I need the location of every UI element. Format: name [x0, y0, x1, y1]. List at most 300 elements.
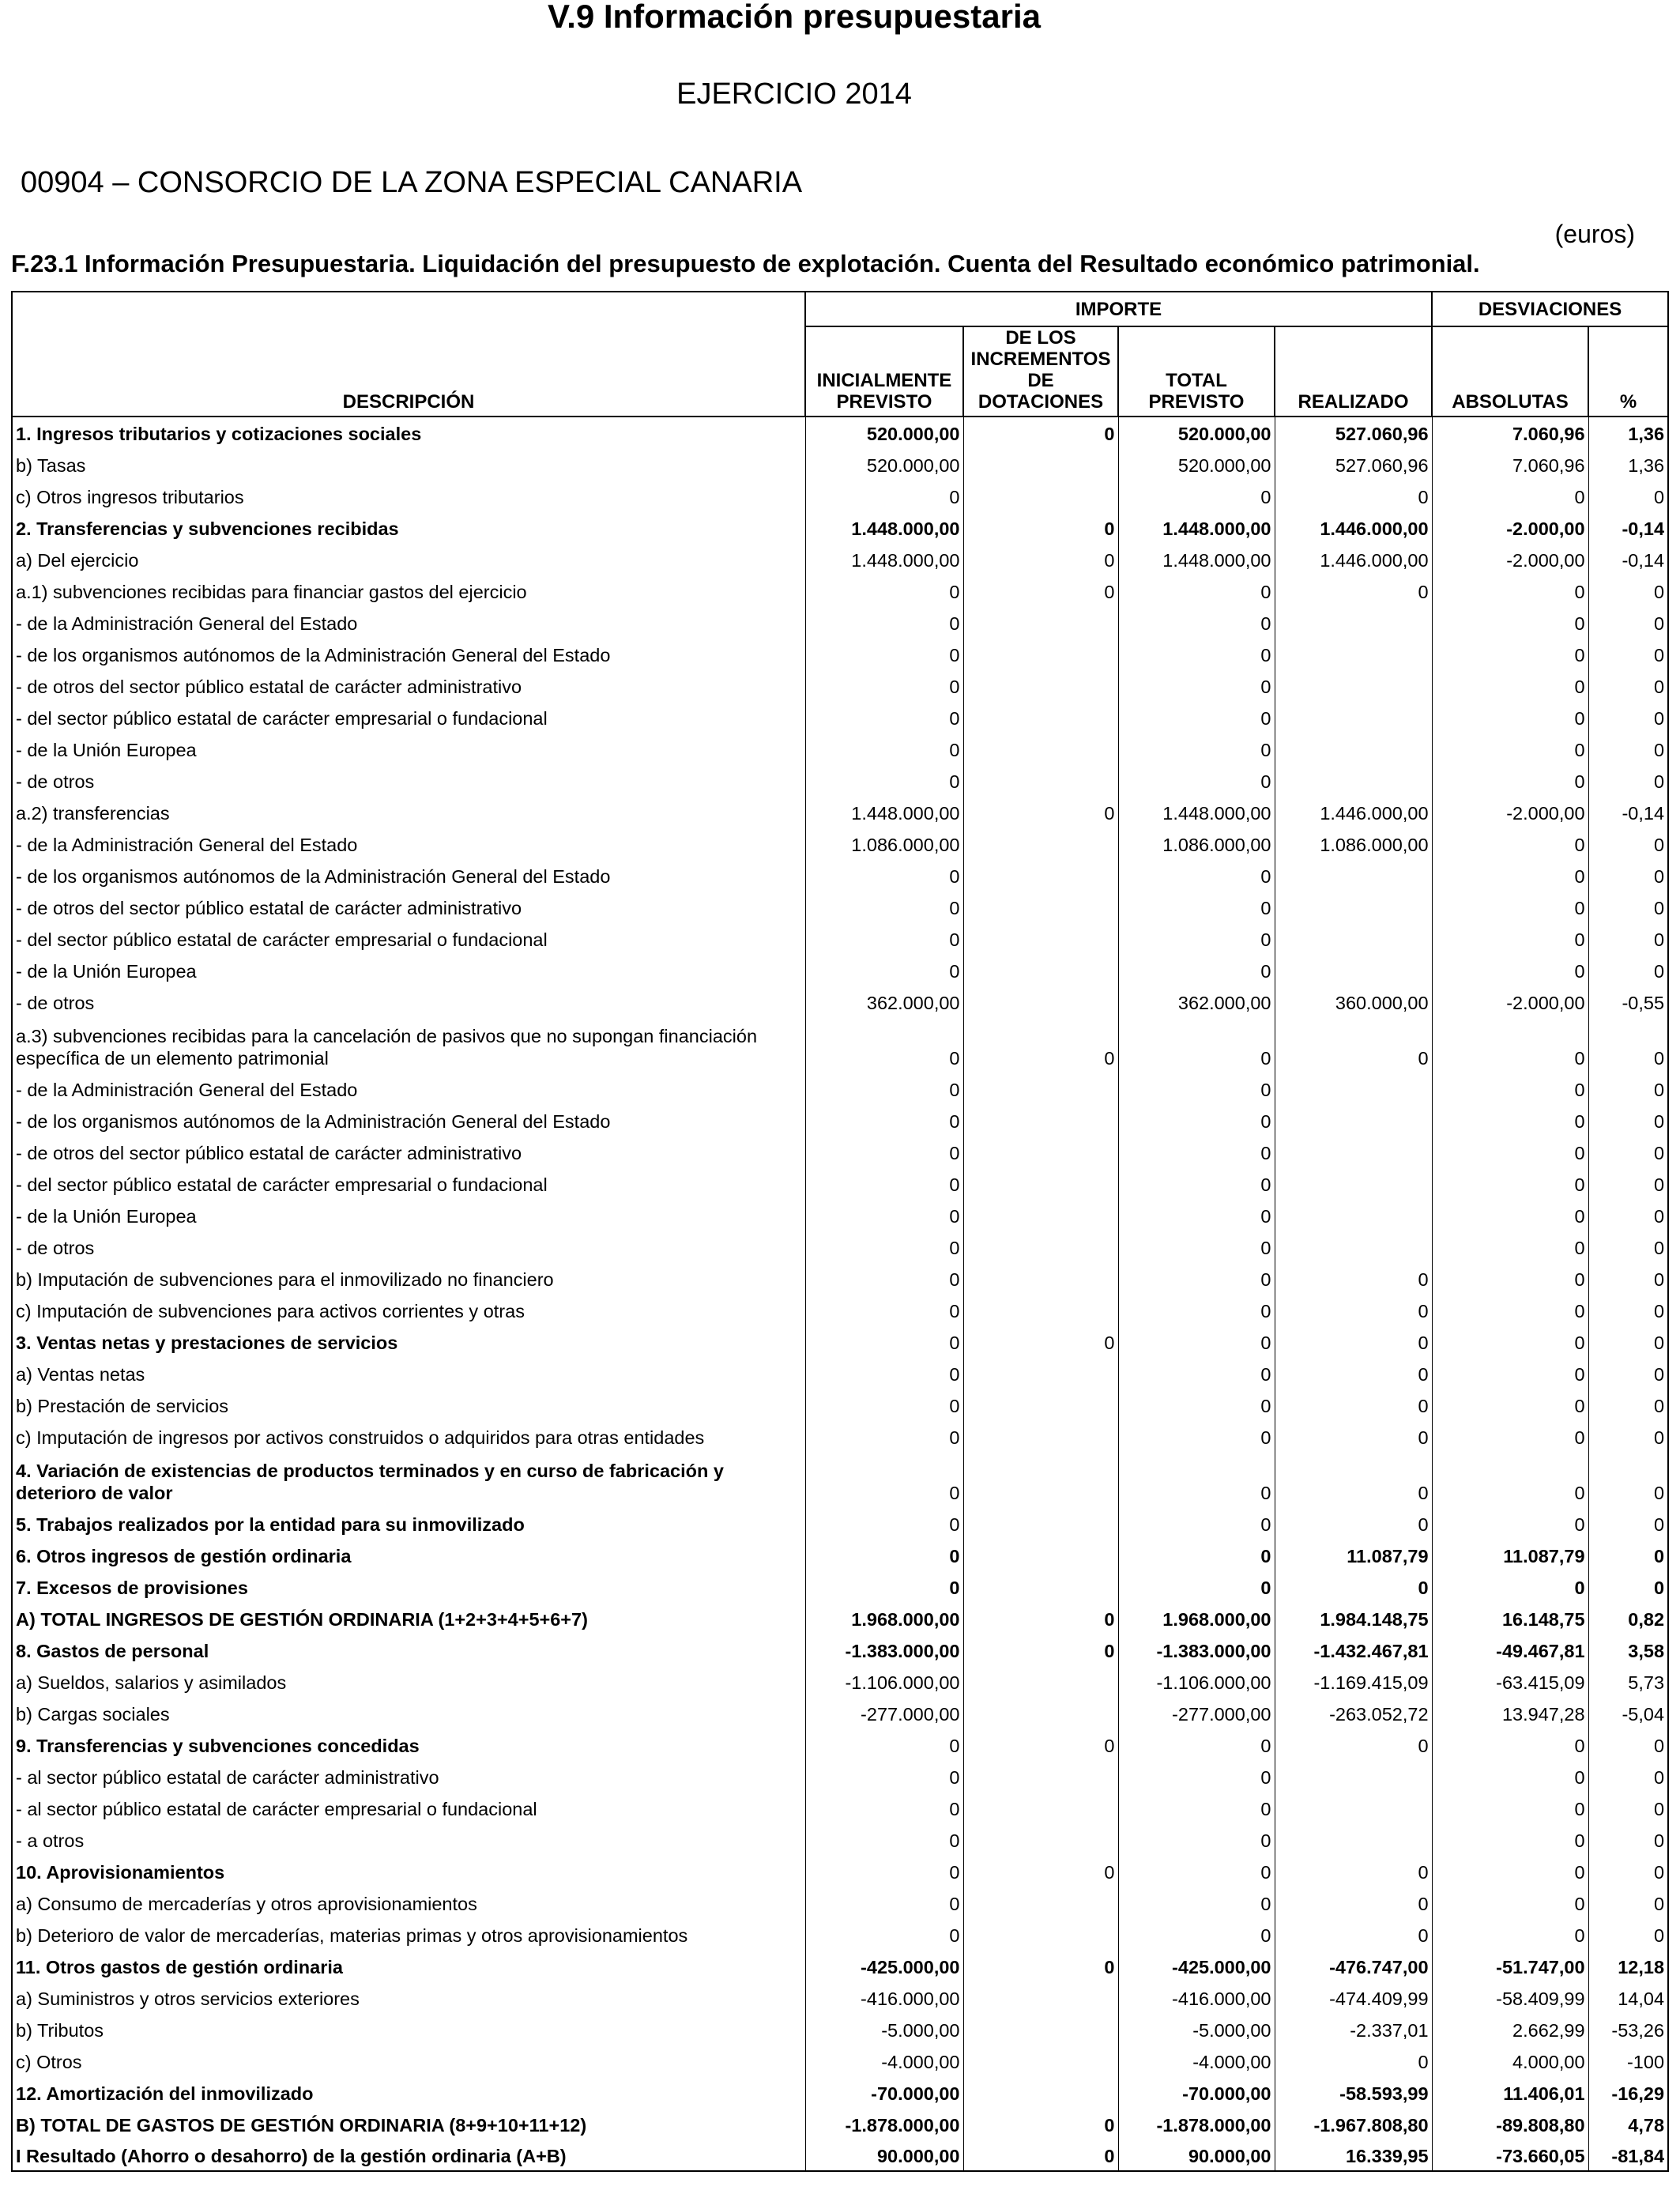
cell-absolutas: 0 [1432, 480, 1588, 511]
cell-realizado [1275, 859, 1432, 891]
cell-realizado [1275, 1792, 1432, 1823]
cell-incrementos [963, 1231, 1118, 1262]
cell-realizado [1275, 638, 1432, 669]
cell-incrementos [963, 2045, 1118, 2076]
col-porcentaje: % [1588, 326, 1668, 417]
row-description: - de la Unión Europea [12, 1199, 805, 1231]
cell-total-previsto: 520.000,00 [1118, 448, 1275, 480]
cell-realizado: 0 [1275, 480, 1432, 511]
row-description: a) Consumo de mercaderías y otros aprovisionamientos [12, 1887, 805, 1918]
row-description: c) Otros [12, 2045, 805, 2076]
table-row [12, 1231, 1668, 1262]
cell-realizado [1275, 701, 1432, 733]
cell-incrementos [963, 827, 1118, 859]
cell-porcentaje: 0 [1588, 1855, 1668, 1887]
cell-inicialmente-previsto: 0 [805, 1918, 963, 1950]
cell-realizado [1275, 1760, 1432, 1792]
cell-porcentaje: 0 [1588, 827, 1668, 859]
cell-inicialmente-previsto: 0 [805, 480, 963, 511]
cell-porcentaje: -0,14 [1588, 511, 1668, 543]
table-row [12, 1167, 1668, 1199]
cell-porcentaje: -0,14 [1588, 796, 1668, 827]
cell-realizado: -1.432.467,81 [1275, 1634, 1432, 1665]
cell-realizado [1275, 1072, 1432, 1104]
cell-inicialmente-previsto: 0 [805, 1072, 963, 1104]
row-description: b) Deterioro de valor de mercaderías, materias primas y otros aprovisionamientos [12, 1918, 805, 1950]
cell-inicialmente-previsto: -1.878.000,00 [805, 2108, 963, 2139]
table-row [12, 638, 1668, 669]
cell-total-previsto: 0 [1118, 1887, 1275, 1918]
cell-inicialmente-previsto: 0 [805, 1452, 963, 1507]
cell-inicialmente-previsto: 1.448.000,00 [805, 511, 963, 543]
cell-inicialmente-previsto: -4.000,00 [805, 2045, 963, 2076]
row-description: 5. Trabajos realizados por la entidad para su inmovilizado [12, 1507, 805, 1539]
table-row [12, 1760, 1668, 1792]
cell-incrementos [963, 1981, 1118, 2013]
cell-inicialmente-previsto: 0 [805, 1294, 963, 1325]
cell-realizado [1275, 954, 1432, 986]
cell-incrementos [963, 1199, 1118, 1231]
cell-absolutas: 0 [1432, 827, 1588, 859]
cell-total-previsto: 0 [1118, 1262, 1275, 1294]
cell-realizado: -1.967.808,80 [1275, 2108, 1432, 2139]
cell-realizado: 1.446.000,00 [1275, 796, 1432, 827]
cell-realizado: 11.087,79 [1275, 1539, 1432, 1570]
cell-absolutas: 0 [1432, 764, 1588, 796]
table-row [12, 543, 1668, 575]
cell-realizado: 0 [1275, 1325, 1432, 1357]
row-description: 8. Gastos de personal [12, 1634, 805, 1665]
cell-total-previsto: 0 [1118, 922, 1275, 954]
row-description: a) Del ejercicio [12, 543, 805, 575]
cell-inicialmente-previsto: -70.000,00 [805, 2076, 963, 2108]
table-row [12, 1918, 1668, 1950]
cell-absolutas: -49.467,81 [1432, 1634, 1588, 1665]
cell-porcentaje: 0 [1588, 606, 1668, 638]
cell-realizado [1275, 1104, 1432, 1136]
cell-absolutas: 0 [1432, 701, 1588, 733]
cell-total-previsto: -1.878.000,00 [1118, 2108, 1275, 2139]
cell-realizado [1275, 669, 1432, 701]
row-description: 4. Variación de existencias de productos terminados y en curso de fabricación y deterioro de valor [12, 1452, 805, 1507]
header-blank [12, 292, 805, 326]
cell-total-previsto: 1.448.000,00 [1118, 511, 1275, 543]
cell-inicialmente-previsto: 0 [805, 1760, 963, 1792]
cell-inicialmente-previsto: -1.106.000,00 [805, 1665, 963, 1697]
cell-absolutas: 0 [1432, 859, 1588, 891]
cell-inicialmente-previsto: -1.383.000,00 [805, 1634, 963, 1665]
cell-absolutas: 0 [1432, 1294, 1588, 1325]
row-description: 6. Otros ingresos de gestión ordinaria [12, 1539, 805, 1570]
cell-total-previsto: 0 [1118, 1507, 1275, 1539]
cell-incrementos [963, 986, 1118, 1017]
cell-realizado [1275, 764, 1432, 796]
cell-realizado [1275, 1167, 1432, 1199]
cell-total-previsto: 0 [1118, 1452, 1275, 1507]
cell-incrementos [963, 1294, 1118, 1325]
cell-incrementos [963, 1823, 1118, 1855]
cell-realizado [1275, 1823, 1432, 1855]
cell-absolutas: 0 [1432, 1792, 1588, 1823]
cell-incrementos [963, 448, 1118, 480]
cell-absolutas: 7.060,96 [1432, 448, 1588, 480]
table-row [12, 2108, 1668, 2139]
table-row [12, 1981, 1668, 2013]
cell-inicialmente-previsto: 0 [805, 1887, 963, 1918]
cell-incrementos [963, 1539, 1118, 1570]
cell-absolutas: 0 [1432, 1017, 1588, 1072]
cell-inicialmente-previsto: 520.000,00 [805, 417, 963, 448]
cell-incrementos: 0 [963, 1950, 1118, 1981]
report-subtitle: F.23.1 Información Presupuestaria. Liquidación del presupuesto de explotación. Cuenta del Resultado económico patrimonial. [11, 250, 1480, 277]
cell-total-previsto: 0 [1118, 1325, 1275, 1357]
cell-porcentaje: -0,55 [1588, 986, 1668, 1017]
cell-inicialmente-previsto: 0 [805, 1262, 963, 1294]
cell-incrementos: 0 [963, 2139, 1118, 2171]
cell-total-previsto: 0 [1118, 1728, 1275, 1760]
col-incr-line1: DE LOS [1005, 327, 1076, 349]
cell-incrementos: 0 [963, 1017, 1118, 1072]
cell-incrementos: 0 [963, 1728, 1118, 1760]
table-row [12, 575, 1668, 606]
table-row [12, 1199, 1668, 1231]
table-row [12, 1950, 1668, 1981]
cell-incrementos: 0 [963, 511, 1118, 543]
cell-absolutas: 16.148,75 [1432, 1602, 1588, 1634]
cell-absolutas: 0 [1432, 1823, 1588, 1855]
cell-total-previsto: 0 [1118, 1104, 1275, 1136]
cell-realizado: 0 [1275, 1918, 1432, 1950]
cell-absolutas: -58.409,99 [1432, 1981, 1588, 2013]
row-description: b) Prestación de servicios [12, 1389, 805, 1420]
col-descripcion: DESCRIPCIÓN [12, 326, 805, 417]
cell-incrementos [963, 638, 1118, 669]
cell-realizado [1275, 1231, 1432, 1262]
cell-total-previsto: 0 [1118, 1539, 1275, 1570]
page-title: V.9 Información presupuestaria [548, 0, 1041, 35]
cell-incrementos [963, 606, 1118, 638]
cell-realizado: 0 [1275, 1887, 1432, 1918]
cell-total-previsto: 0 [1118, 1167, 1275, 1199]
col-inicial-line1: INICIALMENTE [816, 370, 952, 391]
table-row [12, 1072, 1668, 1104]
cell-total-previsto: 0 [1118, 764, 1275, 796]
cell-realizado: 0 [1275, 1728, 1432, 1760]
row-description: c) Imputación de subvenciones para activos corrientes y otras [12, 1294, 805, 1325]
cell-porcentaje: 0 [1588, 1072, 1668, 1104]
table-row [12, 417, 1668, 448]
cell-absolutas: 0 [1432, 1325, 1588, 1357]
table-row [12, 1823, 1668, 1855]
cell-realizado [1275, 891, 1432, 922]
cell-total-previsto: 0 [1118, 1294, 1275, 1325]
table-row [12, 1887, 1668, 1918]
cell-realizado: -474.409,99 [1275, 1981, 1432, 2013]
cell-porcentaje: -81,84 [1588, 2139, 1668, 2171]
row-description: a) Ventas netas [12, 1357, 805, 1389]
cell-inicialmente-previsto: 0 [805, 922, 963, 954]
cell-absolutas: 0 [1432, 733, 1588, 764]
cell-porcentaje: 0 [1588, 1452, 1668, 1507]
cell-inicialmente-previsto: 0 [805, 1357, 963, 1389]
cell-porcentaje: 0 [1588, 1294, 1668, 1325]
cell-porcentaje: 0 [1588, 922, 1668, 954]
cell-absolutas: -73.660,05 [1432, 2139, 1588, 2171]
cell-porcentaje: 0 [1588, 669, 1668, 701]
cell-inicialmente-previsto: 0 [805, 1136, 963, 1167]
table-row [12, 701, 1668, 733]
cell-realizado: 0 [1275, 1262, 1432, 1294]
cell-incrementos [963, 1072, 1118, 1104]
cell-total-previsto: -277.000,00 [1118, 1697, 1275, 1728]
group-importe: IMPORTE [805, 292, 1432, 326]
cell-absolutas: 0 [1432, 1918, 1588, 1950]
cell-incrementos [963, 1918, 1118, 1950]
cell-inicialmente-previsto: 0 [805, 733, 963, 764]
cell-total-previsto: 1.448.000,00 [1118, 796, 1275, 827]
cell-absolutas: 0 [1432, 1357, 1588, 1389]
table-row [12, 922, 1668, 954]
cell-total-previsto: 0 [1118, 954, 1275, 986]
cell-absolutas: -51.747,00 [1432, 1950, 1588, 1981]
cell-porcentaje: 0 [1588, 1728, 1668, 1760]
row-description: - de los organismos autónomos de la Administración General del Estado [12, 638, 805, 669]
cell-realizado: -476.747,00 [1275, 1950, 1432, 1981]
table-row [12, 859, 1668, 891]
cell-porcentaje: 0 [1588, 1420, 1668, 1452]
cell-incrementos [963, 922, 1118, 954]
entity-name: 00904 – CONSORCIO DE LA ZONA ESPECIAL CANARIA [21, 166, 803, 199]
cell-inicialmente-previsto: -277.000,00 [805, 1697, 963, 1728]
cell-porcentaje: 0 [1588, 1199, 1668, 1231]
row-description: 12. Amortización del inmovilizado [12, 2076, 805, 2108]
table-row [12, 2139, 1668, 2171]
cell-realizado [1275, 1199, 1432, 1231]
cell-realizado: 0 [1275, 1570, 1432, 1602]
cell-realizado: 0 [1275, 2045, 1432, 2076]
cell-total-previsto: -1.383.000,00 [1118, 1634, 1275, 1665]
cell-porcentaje: 0 [1588, 764, 1668, 796]
cell-total-previsto: 520.000,00 [1118, 417, 1275, 448]
row-description: - a otros [12, 1823, 805, 1855]
cell-absolutas: 0 [1432, 1855, 1588, 1887]
row-description: - de otros del sector público estatal de carácter administrativo [12, 891, 805, 922]
table-row [12, 1539, 1668, 1570]
cell-porcentaje: 0 [1588, 480, 1668, 511]
table-row [12, 1697, 1668, 1728]
cell-total-previsto: 0 [1118, 669, 1275, 701]
cell-incrementos [963, 1104, 1118, 1136]
cell-inicialmente-previsto: 0 [805, 1199, 963, 1231]
cell-porcentaje: -53,26 [1588, 2013, 1668, 2045]
row-description: - de otros del sector público estatal de carácter administrativo [12, 669, 805, 701]
cell-absolutas: 13.947,28 [1432, 1697, 1588, 1728]
cell-total-previsto: -5.000,00 [1118, 2013, 1275, 2045]
table-row [12, 1570, 1668, 1602]
cell-porcentaje: 0 [1588, 1389, 1668, 1420]
cell-inicialmente-previsto: 1.968.000,00 [805, 1602, 963, 1634]
row-description: - de los organismos autónomos de la Administración General del Estado [12, 859, 805, 891]
table-row [12, 891, 1668, 922]
cell-absolutas: 0 [1432, 1452, 1588, 1507]
cell-realizado: 1.446.000,00 [1275, 543, 1432, 575]
cell-incrementos: 0 [963, 575, 1118, 606]
cell-incrementos [963, 1136, 1118, 1167]
table-row [12, 1136, 1668, 1167]
table-row [12, 1452, 1668, 1507]
cell-realizado: 360.000,00 [1275, 986, 1432, 1017]
cell-absolutas: 0 [1432, 1167, 1588, 1199]
table-row [12, 606, 1668, 638]
table-row [12, 448, 1668, 480]
cell-total-previsto: -425.000,00 [1118, 1950, 1275, 1981]
cell-inicialmente-previsto: -416.000,00 [805, 1981, 963, 2013]
cell-inicialmente-previsto: 0 [805, 1855, 963, 1887]
cell-absolutas: 0 [1432, 922, 1588, 954]
cell-inicialmente-previsto: -5.000,00 [805, 2013, 963, 2045]
cell-incrementos: 0 [963, 1634, 1118, 1665]
table-row [12, 1017, 1668, 1072]
cell-porcentaje: 0 [1588, 1887, 1668, 1918]
cell-inicialmente-previsto: 1.086.000,00 [805, 827, 963, 859]
cell-total-previsto: 1.448.000,00 [1118, 543, 1275, 575]
cell-realizado: 16.339,95 [1275, 2139, 1432, 2171]
cell-inicialmente-previsto: 0 [805, 1325, 963, 1357]
cell-realizado: -58.593,99 [1275, 2076, 1432, 2108]
cell-absolutas: -2.000,00 [1432, 796, 1588, 827]
cell-inicialmente-previsto: 0 [805, 1823, 963, 1855]
cell-realizado: 0 [1275, 1420, 1432, 1452]
cell-total-previsto: 0 [1118, 638, 1275, 669]
cell-total-previsto: -1.106.000,00 [1118, 1665, 1275, 1697]
table-row [12, 986, 1668, 1017]
cell-absolutas: 0 [1432, 1389, 1588, 1420]
table-row [12, 2076, 1668, 2108]
cell-inicialmente-previsto: 0 [805, 575, 963, 606]
cell-absolutas: 0 [1432, 1231, 1588, 1262]
table-row [12, 511, 1668, 543]
cell-porcentaje: 1,36 [1588, 448, 1668, 480]
cell-incrementos [963, 2013, 1118, 2045]
cell-absolutas: 2.662,99 [1432, 2013, 1588, 2045]
cell-realizado: 0 [1275, 1855, 1432, 1887]
cell-incrementos [963, 2076, 1118, 2108]
cell-porcentaje: 0 [1588, 891, 1668, 922]
cell-inicialmente-previsto: 0 [805, 1420, 963, 1452]
cell-porcentaje: 0 [1588, 1231, 1668, 1262]
cell-realizado: -263.052,72 [1275, 1697, 1432, 1728]
cell-absolutas: 0 [1432, 575, 1588, 606]
cell-inicialmente-previsto: 0 [805, 1792, 963, 1823]
cell-absolutas: 0 [1432, 638, 1588, 669]
cell-total-previsto: 90.000,00 [1118, 2139, 1275, 2171]
cell-inicialmente-previsto: 0 [805, 638, 963, 669]
cell-realizado: 0 [1275, 1389, 1432, 1420]
cell-inicialmente-previsto: 0 [805, 669, 963, 701]
cell-absolutas: 0 [1432, 606, 1588, 638]
cell-inicialmente-previsto: 1.448.000,00 [805, 796, 963, 827]
cell-incrementos [963, 1697, 1118, 1728]
table-row [12, 954, 1668, 986]
cell-realizado: 0 [1275, 1294, 1432, 1325]
table-row [12, 480, 1668, 511]
cell-absolutas: 11.087,79 [1432, 1539, 1588, 1570]
table-row [12, 669, 1668, 701]
cell-incrementos: 0 [963, 1855, 1118, 1887]
cell-absolutas: 7.060,96 [1432, 417, 1588, 448]
row-description: a.2) transferencias [12, 796, 805, 827]
cell-total-previsto: 0 [1118, 1136, 1275, 1167]
table-row [12, 1634, 1668, 1665]
cell-incrementos [963, 1420, 1118, 1452]
table-row [12, 2045, 1668, 2076]
cell-realizado: -1.169.415,09 [1275, 1665, 1432, 1697]
cell-absolutas: -89.808,80 [1432, 2108, 1588, 2139]
currency-units: (euros) [1554, 220, 1635, 248]
cell-inicialmente-previsto: 0 [805, 701, 963, 733]
row-description: - al sector público estatal de carácter empresarial o fundacional [12, 1792, 805, 1823]
table-row [12, 1389, 1668, 1420]
cell-porcentaje: 12,18 [1588, 1950, 1668, 1981]
table-row [12, 1665, 1668, 1697]
row-description: - de la Unión Europea [12, 733, 805, 764]
cell-inicialmente-previsto: 0 [805, 764, 963, 796]
cell-inicialmente-previsto: 0 [805, 859, 963, 891]
cell-absolutas: 0 [1432, 1887, 1588, 1918]
cell-realizado: 0 [1275, 1357, 1432, 1389]
cell-absolutas: 0 [1432, 1199, 1588, 1231]
cell-total-previsto: 0 [1118, 1918, 1275, 1950]
cell-absolutas: 0 [1432, 1728, 1588, 1760]
cell-total-previsto: 1.968.000,00 [1118, 1602, 1275, 1634]
cell-porcentaje: 0 [1588, 1760, 1668, 1792]
cell-incrementos [963, 1357, 1118, 1389]
cell-absolutas: -63.415,09 [1432, 1665, 1588, 1697]
cell-absolutas: 0 [1432, 1570, 1588, 1602]
row-description: - de la Unión Europea [12, 954, 805, 986]
cell-porcentaje: 0 [1588, 1792, 1668, 1823]
row-description: a.1) subvenciones recibidas para financiar gastos del ejercicio [12, 575, 805, 606]
cell-total-previsto: 0 [1118, 1017, 1275, 1072]
cell-absolutas: 0 [1432, 1136, 1588, 1167]
cell-absolutas: 0 [1432, 669, 1588, 701]
cell-total-previsto: 0 [1118, 1389, 1275, 1420]
cell-total-previsto: 0 [1118, 701, 1275, 733]
cell-incrementos [963, 1389, 1118, 1420]
table-body [12, 417, 1668, 2171]
cell-porcentaje: -100 [1588, 2045, 1668, 2076]
cell-absolutas: 0 [1432, 891, 1588, 922]
table-row [12, 1104, 1668, 1136]
row-description: a.3) subvenciones recibidas para la cancelación de pasivos que no supongan financiación específica de un elemento patrimonial [12, 1017, 805, 1072]
row-description: 1. Ingresos tributarios y cotizaciones sociales [12, 417, 805, 448]
cell-porcentaje: 0 [1588, 638, 1668, 669]
table-row [12, 1792, 1668, 1823]
col-inicial-line2: PREVISTO [836, 391, 932, 413]
cell-realizado: 527.060,96 [1275, 448, 1432, 480]
cell-porcentaje: 0 [1588, 1017, 1668, 1072]
row-description: 3. Ventas netas y prestaciones de servicios [12, 1325, 805, 1357]
cell-porcentaje: 1,36 [1588, 417, 1668, 448]
cell-total-previsto: 0 [1118, 1357, 1275, 1389]
cell-total-previsto: 0 [1118, 891, 1275, 922]
cell-porcentaje: -0,14 [1588, 543, 1668, 575]
cell-incrementos [963, 891, 1118, 922]
col-absolutas: ABSOLUTAS [1432, 326, 1588, 417]
table-row [12, 2013, 1668, 2045]
table-row [12, 1325, 1668, 1357]
row-description: 9. Transferencias y subvenciones concedidas [12, 1728, 805, 1760]
